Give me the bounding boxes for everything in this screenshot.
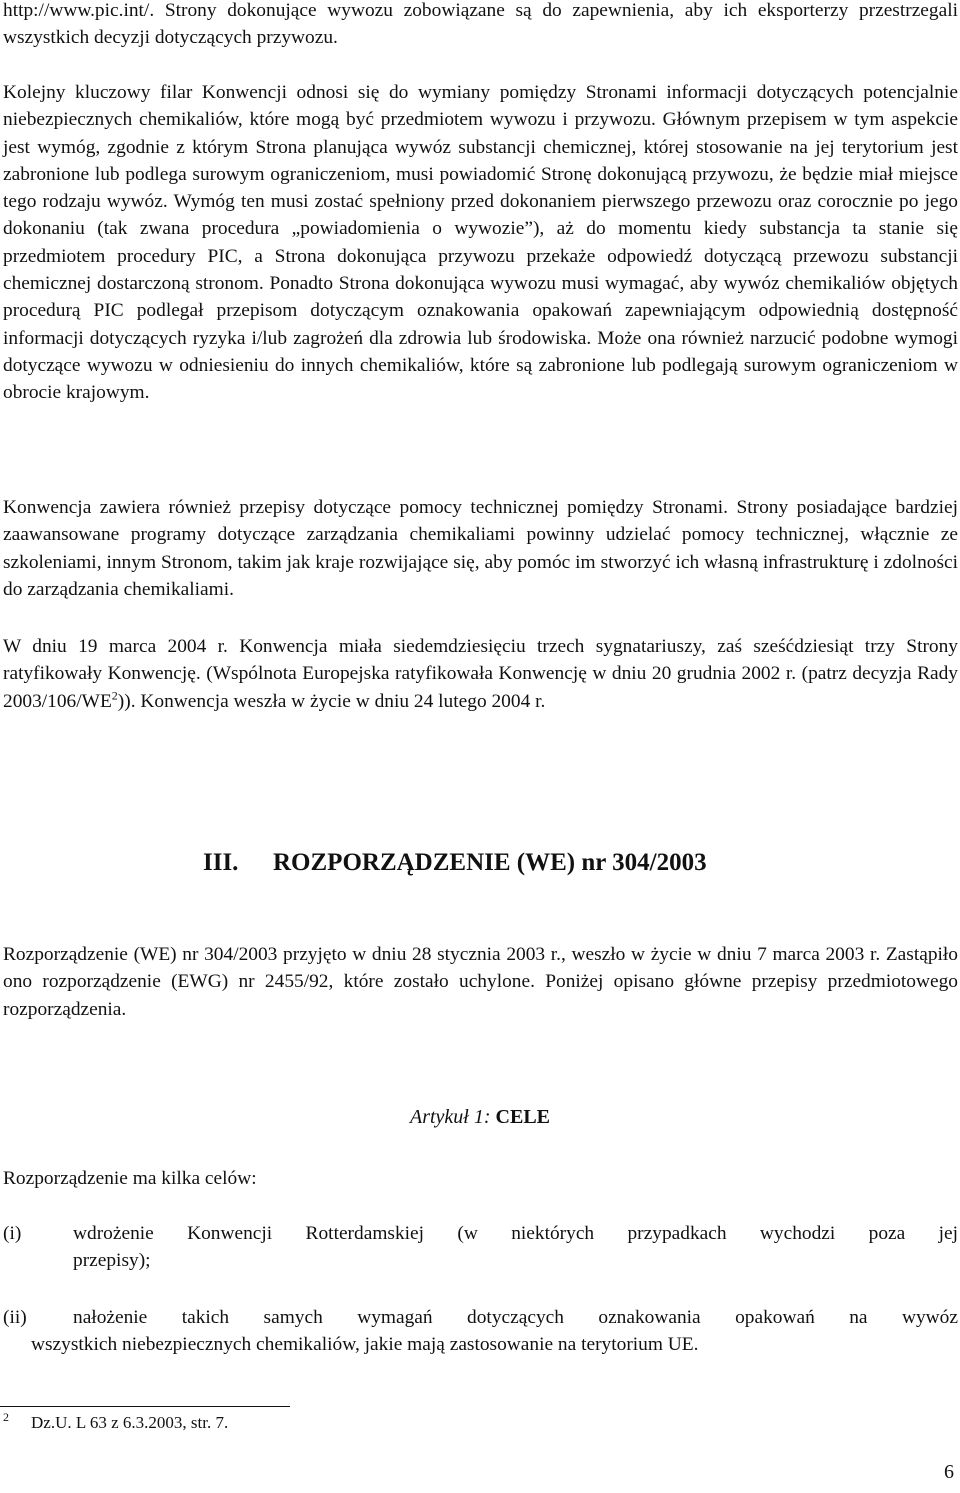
footnote bbox=[3, 1412, 228, 1434]
list-item-first-line: wdrożenie Konwencji Rotterdamskiej (w niektórych przypadkach wychodzi poza jej bbox=[73, 1223, 958, 1244]
section-heading bbox=[203, 848, 707, 878]
list-item-continuation: wszystkich niebezpiecznych chemikaliów, jakie mają zastosowanie na terytorium UE. bbox=[31, 1334, 699, 1356]
article-label: Artykuł 1: bbox=[410, 1106, 491, 1128]
section-title: ROZPORZĄDZENIE (WE) nr 304/2003 bbox=[273, 849, 707, 876]
ratification-text: W dniu 19 marca 2004 r. Konwencja miała siedemdziesięciu trzech sygnatariuszy, zaś sześćdziesiąt trzy Strony ratyfikowały Konwencję. (Wspólnota Europejska ratyfikowała Konwencję w dniu 20 grudnia 2002 r. (patrz decyzja Rady 2003/106/WE bbox=[3, 636, 958, 712]
article-name: CELE bbox=[495, 1106, 550, 1128]
paragraph-regulation-intro: Rozporządzenie (WE) nr 304/2003 przyjęto w dniu 28 stycznia 2003 r., weszło w życie w dniu 7 marca 2003 r. Zastąpiło ono rozporządzenie (EWG) nr 2455/92, które zostało uchylone. Poniżej opisano główne przepisy przedmiotowego rozporządzenia. bbox=[3, 944, 958, 1020]
ratification-text-end: )). Konwencja weszła w życie w dniu 24 lutego 2004 r. bbox=[117, 690, 546, 712]
article-title bbox=[0, 1104, 960, 1131]
list-item-first-line: nałożenie takich samych wymagań dotyczących oznakowania opakowań na wywóz bbox=[73, 1307, 958, 1328]
list-item-marker: (i) bbox=[3, 1223, 22, 1244]
footnote-text: Dz.U. L 63 z 6.3.2003, str. 7. bbox=[31, 1413, 229, 1432]
list-item bbox=[3, 1220, 958, 1275]
paragraph-objectives-lead: Rozporządzenie ma kilka celów: bbox=[3, 1168, 257, 1189]
section-number: III. bbox=[203, 849, 239, 876]
footnote-reference: 2 bbox=[111, 688, 118, 703]
paragraph-technical-assistance: Konwencja zawiera również przepisy dotyczące pomocy technicznej pomiędzy Stronami. Strony posiadające bardziej zaawansowane programy dotyczące zarządzania chemikaliami powinny udzielać pomocy technicznej, włącznie ze szkoleniami, innym Stronom, takim jak kraje rozwijające się, aby pomóc im stworzyć ich własną infrastrukturę i zdolności do zarządzania chemikaliami. bbox=[3, 497, 958, 600]
paragraph-pic-url: http://www.pic.int/. Strony dokonujące wywozu zobowiązane są do zapewnienia, aby ich eksporterzy przestrzegali wszystkich decyzji dotyczących przywozu. bbox=[3, 0, 958, 49]
list-item-marker: (ii) bbox=[3, 1307, 27, 1328]
footnote-mark: 2 bbox=[3, 1410, 9, 1424]
page-number: 6 bbox=[944, 1461, 954, 1483]
list-item-continuation: przepisy); bbox=[73, 1250, 151, 1272]
paragraph-information-exchange: Kolejny kluczowy filar Konwencji odnosi się do wymiany pomiędzy Stronami informacji dotyczących potencjalnie niebezpiecznych chemikaliów, które mogą być przedmiotem wywozu i przywozu. Głównym przepisem w tym aspekcie jest wymóg, zgodnie z którym Strona planująca wywóz substancji chemicznej, której stosowanie na jej terytorium jest zabronione lub podlega surowym ograniczeniom, musi powiadomić Stronę dokonującą przywozu, że będzie miał miejsce tego rodzaju wywóz. Wymóg ten musi zostać spełniony przed dokonaniem pierwszego przewozu oraz corocznie po jego dokonaniu (tak zwana procedura „powiadomienia o wywozie”), aż do momentu kiedy substancja ta stanie się przedmiotem procedury PIC, a Strona dokonująca przywozu przekaże odpowiedź dotyczącą przewozu substancji chemicznej dostarczoną stronom. Ponadto Strona dokonująca wywozu musi wymagać, aby wywóz chemikaliów objętych procedurą PIC podlegał przepisom dotyczącym oznakowania opakowań zapewniającym odpowiednią dostępność informacji dotyczących ryzyka i/lub zagrożeń dla zdrowia lub środowiska. Może ona również narzucić podobne wymogi dotyczące wywozu w odniesieniu do innych chemikaliów, które są zabronione lub podlegają surowym ograniczeniom w obrocie krajowym. bbox=[3, 82, 958, 404]
list-item bbox=[3, 1304, 958, 1359]
paragraph-ratification bbox=[3, 633, 958, 715]
footnote-divider bbox=[0, 1406, 290, 1407]
